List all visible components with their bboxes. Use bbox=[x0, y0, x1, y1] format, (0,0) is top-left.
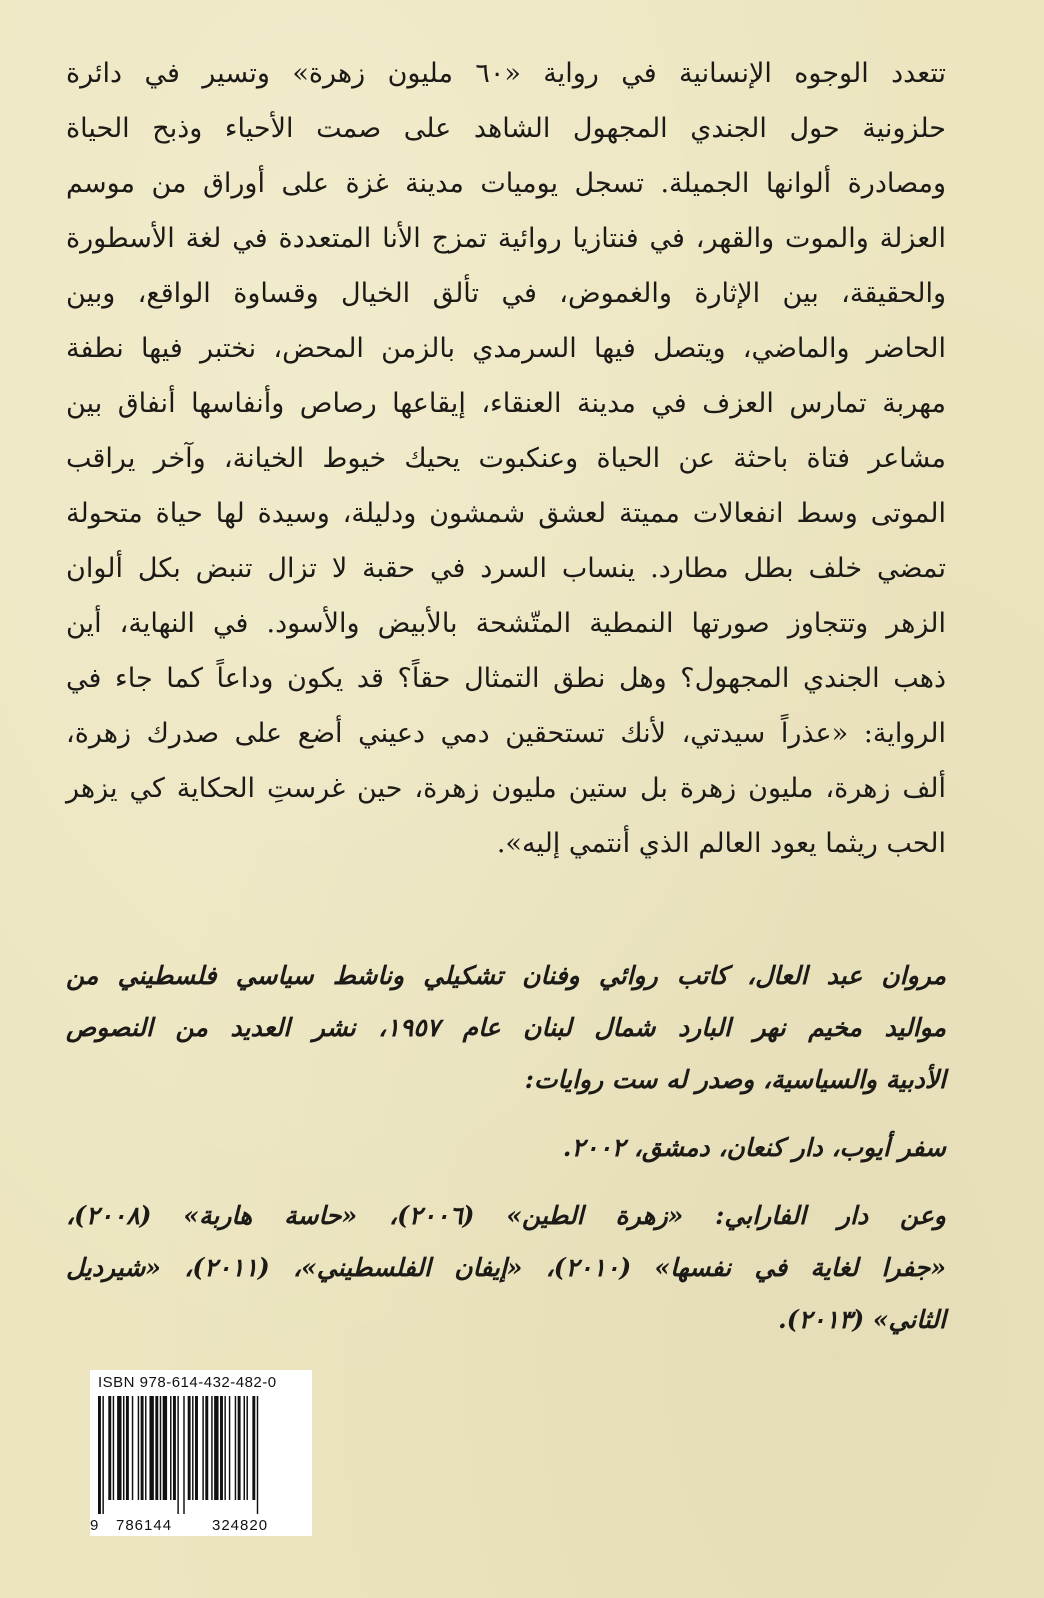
barcode-bar bbox=[138, 1396, 139, 1500]
barcode-bar bbox=[257, 1396, 258, 1514]
isbn-barcode bbox=[90, 1370, 312, 1536]
synopsis-line: الزهر وتتجاوز صورتها النمطية المتّشحة بالأبيض والأسود. في النهاية، أين bbox=[66, 608, 946, 639]
bio-work-line: سفر أيوب، دار كنعان، دمشق، ٢٠٠٢. bbox=[562, 1133, 946, 1162]
synopsis-line: مشاعر فتاة باحثة عن الحياة وعنكبوت يحيك خيوط الخيانة، وآخر يراقب bbox=[66, 443, 946, 474]
barcode-bar bbox=[224, 1396, 225, 1500]
spacer bbox=[66, 1106, 946, 1122]
barcode-bar bbox=[123, 1396, 124, 1500]
synopsis-line: الحب ريثما يعود العالم الذي أنتمي إليه». bbox=[496, 828, 946, 859]
barcode-bar bbox=[195, 1396, 198, 1500]
isbn-label: ISBN 978-614-432-482-0 bbox=[98, 1374, 277, 1391]
barcode-bar bbox=[205, 1396, 208, 1500]
barcode-bar bbox=[202, 1396, 203, 1500]
bio-works-line: وعن دار الفارابي: «زهرة الطين» (٢٠٠٦)، «حاسة هاربة» (٢٠٠٨)، bbox=[66, 1201, 946, 1230]
bio-line: مروان عبد العال، كاتب روائي وفنان تشكيلي وناشط سياسي فلسطيني من bbox=[66, 961, 946, 990]
barcode-bar bbox=[177, 1396, 178, 1514]
barcode-bar bbox=[145, 1396, 146, 1500]
barcode-bars bbox=[96, 1396, 306, 1514]
barcode-bar bbox=[244, 1396, 245, 1500]
synopsis-paragraph bbox=[66, 46, 946, 871]
barcode-bar bbox=[192, 1396, 193, 1500]
spacer bbox=[66, 1174, 946, 1190]
barcode-bar bbox=[170, 1396, 171, 1500]
barcode-bar bbox=[126, 1396, 129, 1500]
barcode-digits-right: 324820 bbox=[212, 1517, 269, 1534]
barcode-bar bbox=[155, 1396, 158, 1500]
barcode-bar bbox=[188, 1396, 191, 1500]
synopsis-line: ومصادرة ألوانها الجميلة. تسجل يوميات مدينة غزة على أوراق من موسم bbox=[66, 168, 946, 199]
synopsis-line: الحاضر والماضي، ويتصل فيها السرمدي بالزمن المحض، نختبر فيها نطفة bbox=[66, 333, 946, 364]
barcode-bar bbox=[246, 1396, 247, 1500]
synopsis-line: ذهب الجندي المجهول؟ وهل نطق التمثال حقاً؟ قد يكون وداعاً كما جاء في bbox=[66, 663, 946, 694]
author-bio bbox=[66, 950, 946, 1346]
barcode-bar bbox=[183, 1396, 184, 1514]
barcode-digits-left: 786144 bbox=[116, 1517, 173, 1534]
barcode-bar bbox=[141, 1396, 144, 1500]
synopsis-line: والحقيقة، بين الإثارة والغموض، في تألق الخيال وقساوة الواقع، وبين bbox=[66, 278, 946, 309]
barcode-bar bbox=[173, 1396, 176, 1500]
bio-line: الأدبية والسياسية، وصدر له ست روايات: bbox=[524, 1065, 946, 1094]
barcode-bar bbox=[163, 1396, 167, 1500]
barcode-bar bbox=[229, 1396, 230, 1500]
synopsis-line: الموتى وسط انفعالات مميتة لعشق شمشون ودليلة، وسيدة لها حياة متحولة bbox=[66, 498, 946, 529]
barcode-bar bbox=[160, 1396, 161, 1500]
synopsis-line: تمضي خلف بطل مطارد. ينساب السرد في حقبة لا تزال تنبض بكل ألوان bbox=[66, 553, 946, 584]
synopsis-line: ألف زهرة، مليون زهرة بل ستين مليون زهرة، حين غرستِ الحكاية كي يزهر bbox=[66, 773, 946, 804]
barcode-bar bbox=[211, 1396, 212, 1500]
barcode-bar bbox=[252, 1396, 255, 1500]
synopsis-line: الرواية: «عذراً سيدتي، لأنك تستحقين دمي دعيني أضع على صدرك زهرة، bbox=[66, 718, 946, 749]
barcode-bar bbox=[108, 1396, 111, 1500]
bio-works-line: «جفرا لغاية في نفسها» (٢٠١٠)، «إيفان الفلسطيني»، (٢٠١١)، «شيرديل bbox=[66, 1253, 946, 1282]
barcode-bar bbox=[220, 1396, 223, 1500]
barcode-bar bbox=[238, 1396, 241, 1500]
synopsis-line: تتعدد الوجوه الإنسانية في رواية «٦٠ مليون زهرة» وتسير في دائرة bbox=[66, 58, 946, 89]
barcode-bar bbox=[235, 1396, 236, 1500]
bio-line: مواليد مخيم نهر البارد شمال لبنان عام ١٩٥٧، نشر العديد من النصوص bbox=[66, 1013, 946, 1042]
barcode-digit-first: 9 bbox=[90, 1517, 99, 1534]
barcode-bar bbox=[117, 1396, 121, 1500]
synopsis-line: حلزونية حول الجندي المجهول الشاهد على صمت الأحياء وذبح الحياة bbox=[66, 113, 946, 144]
barcode-bar bbox=[113, 1396, 114, 1500]
barcode-bar bbox=[214, 1396, 218, 1500]
bio-works-line: الثاني» (٢٠١٣). bbox=[778, 1305, 946, 1334]
barcode-bar bbox=[102, 1396, 103, 1514]
barcode-bar bbox=[98, 1396, 101, 1514]
barcode-bar bbox=[132, 1396, 133, 1500]
synopsis-line: مهربة تمارس العزف في مدينة العنقاء، إيقاعها رصاص وأنفاسها أنفاق بين bbox=[66, 388, 946, 419]
barcode-bar bbox=[149, 1396, 153, 1500]
synopsis-line: العزلة والموت والقهر، في فنتازيا روائية تمزج الأنا المتعددة في لغة الأسطورة bbox=[66, 223, 946, 254]
